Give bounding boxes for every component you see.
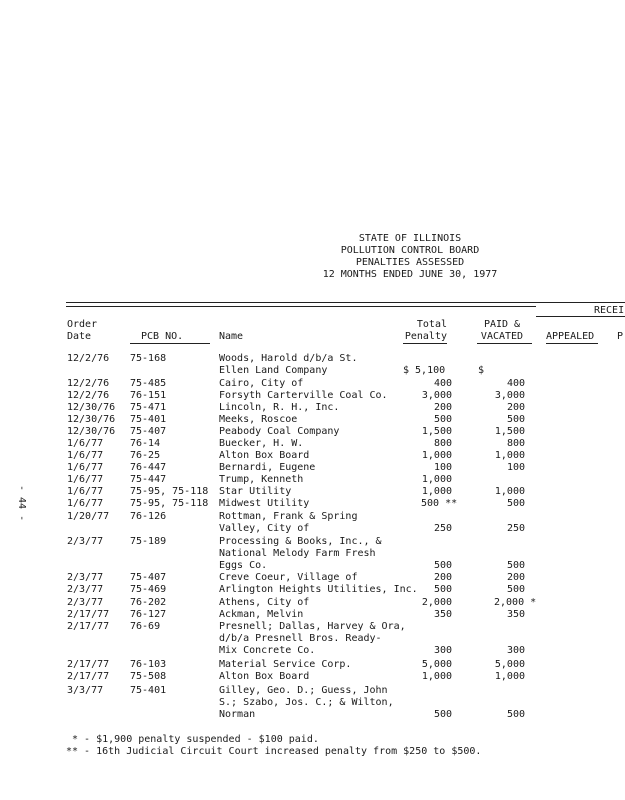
row-date: 2/3/77 <box>67 536 104 547</box>
row-pcb-no: 76-202 <box>130 597 167 608</box>
row-pcb-no: 75-485 <box>130 378 167 389</box>
row-paid-vacated: 500 <box>506 709 525 720</box>
underline-total <box>403 343 447 344</box>
row-paid-vacated: 1,500 <box>494 426 525 437</box>
row-pcb-no: 76-25 <box>130 450 161 461</box>
row-total-penalty: 300 <box>433 645 452 656</box>
row-pcb-no: 75-407 <box>130 426 167 437</box>
row-total-penalty: 200 <box>433 402 452 413</box>
row-date: 1/6/77 <box>67 450 104 461</box>
row-total-penalty: 500 <box>433 709 452 720</box>
row-name: Midwest Utility <box>219 498 310 509</box>
row-name: Athens, City of <box>219 597 310 608</box>
row-date: 1/6/77 <box>67 474 104 485</box>
row-date: 2/3/77 <box>67 597 104 608</box>
row-total-penalty: $ 5,100 <box>403 365 446 376</box>
row-pcb-no: 76-14 <box>130 438 161 449</box>
row-name: Presnell; Dallas, Harvey & Ora, d/b/a Presnell Bros. Ready- Mix Concrete Co. <box>219 621 406 656</box>
row-date: 1/6/77 <box>67 498 104 509</box>
row-paid-vacated: 3,000 <box>494 390 525 401</box>
row-paid-vacated: 2,000 * <box>494 597 537 608</box>
row-date: 2/17/77 <box>67 671 110 682</box>
row-name: Arlington Heights Utilities, Inc. <box>219 584 418 595</box>
col-paid-vacated: PAID & VACATED <box>480 319 524 342</box>
row-total-penalty: 500 <box>433 584 452 595</box>
received-label: RECEI <box>594 305 625 316</box>
row-pcb-no: 75-471 <box>130 402 167 413</box>
row-paid-vacated: 300 <box>506 645 525 656</box>
row-name: Meeks, Roscoe <box>219 414 298 425</box>
row-paid-vacated: 200 <box>506 402 525 413</box>
col-order-date: Order Date <box>67 319 98 342</box>
row-total-penalty: 350 <box>433 609 452 620</box>
row-date: 2/3/77 <box>67 572 104 583</box>
row-paid-vacated: 500 <box>506 414 525 425</box>
row-name: Material Service Corp. <box>219 659 352 670</box>
row-total-penalty: 1,500 <box>421 426 452 437</box>
footnote-1: * - $1,900 penalty suspended - $100 paid. <box>66 734 319 745</box>
row-pcb-no: 75-508 <box>130 671 167 682</box>
row-paid-vacated: 1,000 <box>494 671 525 682</box>
row-pcb-no: 76-151 <box>130 390 167 401</box>
row-date: 1/6/77 <box>67 462 104 473</box>
row-date: 1/6/77 <box>67 438 104 449</box>
row-name: Cairo, City of <box>219 378 304 389</box>
row-paid-vacated: 800 <box>506 438 525 449</box>
col-appealed: APPEALED <box>546 331 595 342</box>
row-paid-vacated: 350 <box>506 609 525 620</box>
row-paid-vacated: 1,000 <box>494 450 525 461</box>
row-pcb-no: 75-401 <box>130 414 167 425</box>
row-name: Processing & Books, Inc., & National Melody Farm Fresh Eggs Co. <box>219 536 382 571</box>
row-total-penalty: 1,000 <box>421 671 452 682</box>
row-paid-vacated: $ <box>478 365 485 376</box>
row-total-penalty: 1,000 <box>421 450 452 461</box>
row-date: 12/30/76 <box>67 402 116 413</box>
row-name: Alton Box Board <box>219 671 310 682</box>
row-pcb-no: 75-469 <box>130 584 167 595</box>
col-total-penalty: Total Penalty <box>404 319 447 342</box>
row-pcb-no: 75-401 <box>130 685 167 696</box>
row-name: Alton Box Board <box>219 450 310 461</box>
row-paid-vacated: 400 <box>506 378 525 389</box>
row-pcb-no: 76-69 <box>130 621 161 632</box>
row-pcb-no: 75-189 <box>130 536 167 547</box>
row-paid-vacated: 200 <box>506 572 525 583</box>
row-total-penalty: 5,000 <box>421 659 452 670</box>
row-name: Lincoln, R. H., Inc. <box>219 402 340 413</box>
underline-pcb <box>130 343 210 344</box>
col-name: Name <box>219 331 244 342</box>
row-total-penalty: 1,000 <box>421 474 452 485</box>
underline-appealed <box>546 343 598 344</box>
row-pcb-no: 76-126 <box>130 511 167 522</box>
row-pcb-no: 76-447 <box>130 462 167 473</box>
row-date: 3/3/77 <box>67 685 104 696</box>
row-pcb-no: 75-95, 75-118 <box>130 486 209 497</box>
row-total-penalty: 1,000 <box>421 486 452 497</box>
row-name: Star Utility <box>219 486 292 497</box>
row-pcb-no: 75-168 <box>130 353 167 364</box>
row-total-penalty: 100 <box>433 462 452 473</box>
row-total-penalty: 500 <box>433 560 452 571</box>
row-date: 2/17/77 <box>67 609 110 620</box>
col-p: P <box>617 331 624 342</box>
row-paid-vacated: 500 <box>506 560 525 571</box>
row-date: 2/17/77 <box>67 621 110 632</box>
row-pcb-no: 75-447 <box>130 474 167 485</box>
underline-paid <box>477 343 532 344</box>
title-line-1: STATE OF ILLINOIS <box>358 233 462 244</box>
row-paid-vacated: 500 <box>506 498 525 509</box>
title-line-4: 12 MONTHS ENDED JUNE 30, 1977 <box>322 269 498 280</box>
row-date: 12/2/76 <box>67 353 110 364</box>
header-rule-top <box>66 302 625 303</box>
row-pcb-no: 75-407 <box>130 572 167 583</box>
row-name: Rottman, Frank & Spring Valley, City of <box>219 511 358 534</box>
header-rule-top-2 <box>66 306 536 307</box>
row-paid-vacated: 5,000 <box>494 659 525 670</box>
col-pcb-no: PCB NO. <box>141 331 184 342</box>
title-line-2: POLLUTION CONTROL BOARD <box>340 245 480 256</box>
row-date: 2/17/77 <box>67 659 110 670</box>
row-total-penalty: 200 <box>433 572 452 583</box>
page-number: - 44 - <box>16 485 27 522</box>
row-name: Peabody Coal Company <box>219 426 340 437</box>
row-date: 12/2/76 <box>67 390 110 401</box>
row-total-penalty: 500 <box>433 414 452 425</box>
row-name: Buecker, H. W. <box>219 438 304 449</box>
title-line-3: PENALTIES ASSESSED <box>355 257 465 268</box>
row-total-penalty: 250 <box>433 523 452 534</box>
row-pcb-no: 76-103 <box>130 659 167 670</box>
row-paid-vacated: 500 <box>506 584 525 595</box>
row-total-penalty: 3,000 <box>421 390 452 401</box>
footnote-2: ** - 16th Judicial Circuit Court increased penalty from $250 to $500. <box>66 746 482 757</box>
row-name: Trump, Kenneth <box>219 474 304 485</box>
row-total-penalty: 500 ** <box>421 498 458 509</box>
row-date: 12/30/76 <box>67 426 116 437</box>
row-total-penalty: 400 <box>433 378 452 389</box>
row-paid-vacated: 100 <box>506 462 525 473</box>
row-paid-vacated: 250 <box>506 523 525 534</box>
row-name: Gilley, Geo. D.; Guess, John S.; Szabo, Jos. C.; & Wilton, Norman <box>219 685 394 720</box>
row-date: 1/6/77 <box>67 486 104 497</box>
row-name: Bernardi, Eugene <box>219 462 316 473</box>
row-name: Ackman, Melvin <box>219 609 304 620</box>
row-date: 2/3/77 <box>67 584 104 595</box>
row-paid-vacated: 1,000 <box>494 486 525 497</box>
row-date: 12/30/76 <box>67 414 116 425</box>
row-pcb-no: 76-127 <box>130 609 167 620</box>
row-date: 1/20/77 <box>67 511 110 522</box>
row-name: Creve Coeur, Village of <box>219 572 358 583</box>
row-total-penalty: 2,000 <box>421 597 452 608</box>
row-pcb-no: 75-95, 75-118 <box>130 498 209 509</box>
row-name: Woods, Harold d/b/a St. Ellen Land Company <box>219 353 358 376</box>
row-date: 12/2/76 <box>67 378 110 389</box>
row-total-penalty: 800 <box>433 438 452 449</box>
row-name: Forsyth Carterville Coal Co. <box>219 390 388 401</box>
